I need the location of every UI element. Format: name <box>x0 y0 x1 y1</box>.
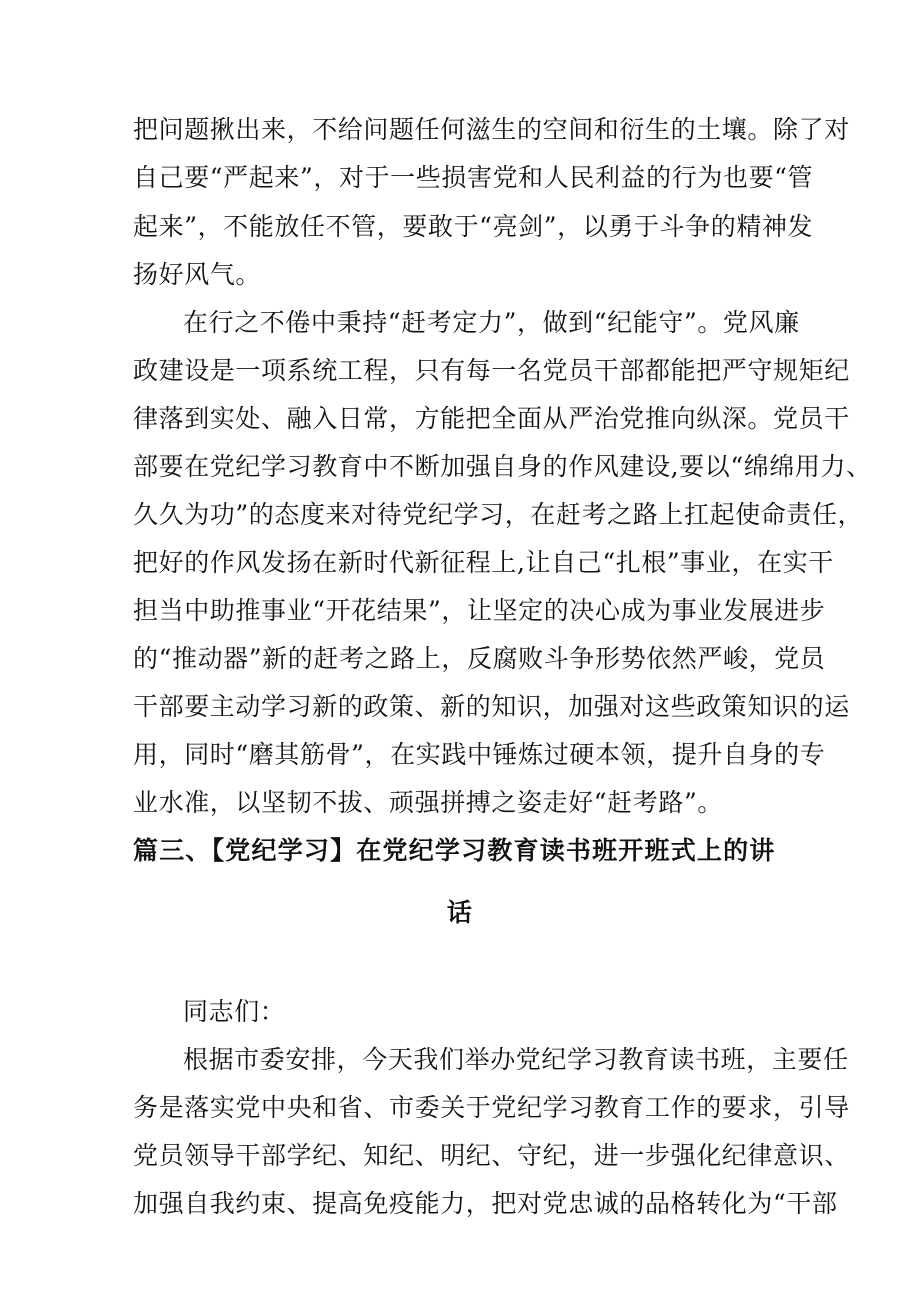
section-heading-line-1: 篇三、【党纪学习】在党纪学习教育读书班开班式上的讲 <box>133 836 776 865</box>
salutation: 同志们： <box>183 997 286 1026</box>
paragraph-1-line-3: 起来”，不能放任不管，要敢于“亮剑”，以勇于斗争的精神发 <box>133 212 814 241</box>
paragraph-2-line-4: 部要在党纪学习教育中不断加强自身的作风建设,要以“绵绵用力、 <box>133 452 872 481</box>
paragraph-2-line-10: 用，同时“磨其筋骨”，在实践中锤炼过硬本领，提升自身的专 <box>133 740 826 769</box>
paragraph-1-line-1: 把问题揪出来，不给问题任何滋生的空间和衍生的土壤。除了对 <box>133 115 850 144</box>
paragraph-2-line-5: 久久为功”的态度来对待党纪学习，在赶考之路上扛起使命责任， <box>133 500 864 529</box>
paragraph-2-line-7: 担当中助推事业“开花结果”，让坚定的决心成为事业发展进步 <box>133 596 826 625</box>
paragraph-3-line-3: 党员领导干部学纪、知纪、明纪、守纪，进一步强化纪律意识、 <box>133 1141 850 1170</box>
paragraph-3-line-4: 加强自我约束、提高免疫能力，把对党忠诚的品格转化为“干部 <box>133 1189 838 1218</box>
paragraph-2-line-11: 业水准，以坚韧不拔、顽强拼搏之姿走好“赶考路”。 <box>133 788 723 817</box>
paragraph-2-line-1: 在行之不倦中秉持“赶考定力”，做到“纪能守”。党风廉 <box>183 308 800 337</box>
paragraph-2-line-3: 律落到实处、融入日常，方能把全面从严治党推向纵深。党员干 <box>133 404 850 433</box>
paragraph-1-line-2: 自己要“严起来”，对于一些损害党和人民利益的行为也要“管 <box>133 163 814 192</box>
paragraph-3-line-1: 根据市委安排，今天我们举办党纪学习教育读书班，主要任 <box>183 1045 849 1074</box>
paragraph-3-line-2: 务是落实党中央和省、市委关于党纪学习教育工作的要求，引导 <box>133 1093 850 1122</box>
paragraph-2-line-2: 政建设是一项系统工程，只有每一名党员干部都能把严守规矩纪 <box>133 356 850 385</box>
paragraph-2-line-8: 的“推动器”新的赶考之路上，反腐败斗争形势依然严峻，党员 <box>133 644 826 673</box>
section-heading-line-2: 话 <box>446 898 474 927</box>
paragraph-2-line-6: 把好的作风发扬在新时代新征程上,让自己“扎根”事业，在实干 <box>133 548 834 577</box>
paragraph-1-line-4: 扬好风气。 <box>133 260 262 289</box>
paragraph-2-line-9: 干部要主动学习新的政策、新的知识，加强对这些政策知识的运 <box>133 692 850 721</box>
